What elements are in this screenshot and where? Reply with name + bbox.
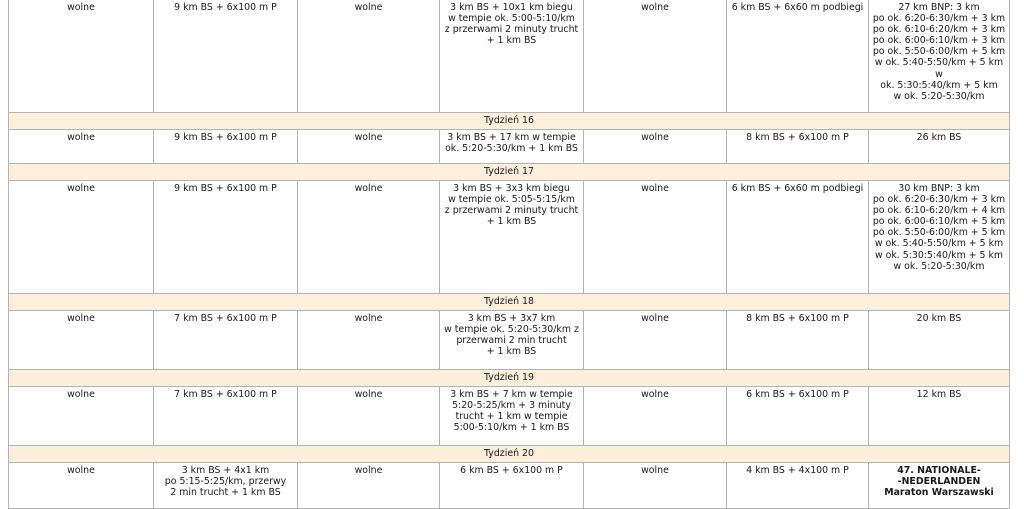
week-header-row xyxy=(9,370,1010,387)
day-2-cell: 9 km BS + 6x100 m P xyxy=(154,130,298,164)
day-6-cell: 6 km BS + 6x60 m podbiegi xyxy=(727,181,869,294)
day-4-cell: 3 km BS + 17 km w tempie ok. 5:20-5:30/km + 1 km BS xyxy=(440,130,584,164)
day-3-cell: wolne xyxy=(298,0,440,113)
day-7-cell: 30 km BNP: 3 km po ok. 6:20-6:30/km + 3 km po ok. 6:10-6:20/km + 4 km po ok. 6:00-6:10/km + 5 km po ok. 5:50-6:00/km + 5 km w ok. 5:40-5:50/km + 5 km w ok. 5:30:5:40/km + 5 km w ok. 5:20-5:30/km xyxy=(869,181,1010,294)
week-label: Tydzień 20 xyxy=(9,446,1010,463)
day-1-cell: wolne xyxy=(9,311,154,370)
day-3-cell: wolne xyxy=(298,181,440,294)
day-1-cell: wolne xyxy=(9,181,154,294)
week-label: Tydzień 18 xyxy=(9,294,1010,311)
schedule-row xyxy=(9,130,1010,164)
week-header-row xyxy=(9,446,1010,463)
day-4-cell: 3 km BS + 3x7 km w tempie ok. 5:20-5:30/km z przerwami 2 min trucht + 1 km BS xyxy=(440,311,584,370)
day-7-cell: 20 km BS xyxy=(869,311,1010,370)
day-5-cell: wolne xyxy=(584,0,727,113)
schedule-row xyxy=(9,311,1010,370)
day-1-cell: wolne xyxy=(9,0,154,113)
schedule-row xyxy=(9,0,1010,113)
schedule-row xyxy=(9,463,1010,509)
day-7-cell: 26 km BS xyxy=(869,130,1010,164)
day-7-cell: 12 km BS xyxy=(869,387,1010,446)
day-6-cell: 4 km BS + 4x100 m P xyxy=(727,463,869,509)
day-5-cell: wolne xyxy=(584,463,727,509)
day-6-cell: 8 km BS + 6x100 m P xyxy=(727,311,869,370)
training-plan-table xyxy=(8,0,1010,509)
day-5-cell: wolne xyxy=(584,130,727,164)
week-header-row xyxy=(9,113,1010,130)
day-4-cell: 3 km BS + 3x3 km biegu w tempie ok. 5:05-5:15/km z przerwami 2 minuty trucht + 1 km BS xyxy=(440,181,584,294)
training-plan xyxy=(8,0,1009,509)
day-4-cell: 3 km BS + 10x1 km biegu w tempie ok. 5:00-5:10/km z przerwami 2 minuty trucht + 1 km BS xyxy=(440,0,584,113)
week-header-row xyxy=(9,164,1010,181)
week-label: Tydzień 19 xyxy=(9,370,1010,387)
day-4-cell: 3 km BS + 7 km w tempie 5:20-5:25/km + 3 minuty trucht + 1 km w tempie 5:00-5:10/km + 1 km BS xyxy=(440,387,584,446)
day-3-cell: wolne xyxy=(298,387,440,446)
day-5-cell: wolne xyxy=(584,387,727,446)
day-4-cell: 6 km BS + 6x100 m P xyxy=(440,463,584,509)
day-3-cell: wolne xyxy=(298,130,440,164)
day-6-cell: 8 km BS + 6x100 m P xyxy=(727,130,869,164)
day-3-cell: wolne xyxy=(298,463,440,509)
day-5-cell: wolne xyxy=(584,311,727,370)
day-2-cell: 9 km BS + 6x100 m P xyxy=(154,0,298,113)
day-6-cell: 6 km BS + 6x100 m P xyxy=(727,387,869,446)
day-2-cell: 7 km BS + 6x100 m P xyxy=(154,311,298,370)
day-2-cell: 9 km BS + 6x100 m P xyxy=(154,181,298,294)
day-2-cell: 7 km BS + 6x100 m P xyxy=(154,387,298,446)
day-2-cell: 3 km BS + 4x1 km po 5:15-5:25/km, przerwy 2 min trucht + 1 km BS xyxy=(154,463,298,509)
week-header-row xyxy=(9,294,1010,311)
day-7-cell: 27 km BNP: 3 km po ok. 6:20-6:30/km + 3 km po ok. 6:10-6:20/km + 3 km po ok. 6:00-6:10/km + 3 km po ok. 5:50-6:00/km + 5 km w ok. 5:40-5:50/km + 5 km w ok. 5:30:5:40/km + 5 km w ok. 5:20-5:30/km xyxy=(869,0,1010,113)
day-3-cell: wolne xyxy=(298,311,440,370)
day-1-cell: wolne xyxy=(9,130,154,164)
day-7-cell: 47. NATIONALE- -NEDERLANDEN Maraton Warszawski xyxy=(869,463,1010,509)
day-5-cell: wolne xyxy=(584,181,727,294)
week-label: Tydzień 16 xyxy=(9,113,1010,130)
week-label: Tydzień 17 xyxy=(9,164,1010,181)
day-6-cell: 6 km BS + 6x60 m podbiegi xyxy=(727,0,869,113)
training-plan-body xyxy=(9,0,1010,509)
schedule-row xyxy=(9,387,1010,446)
day-1-cell: wolne xyxy=(9,387,154,446)
schedule-row xyxy=(9,181,1010,294)
day-1-cell: wolne xyxy=(9,463,154,509)
